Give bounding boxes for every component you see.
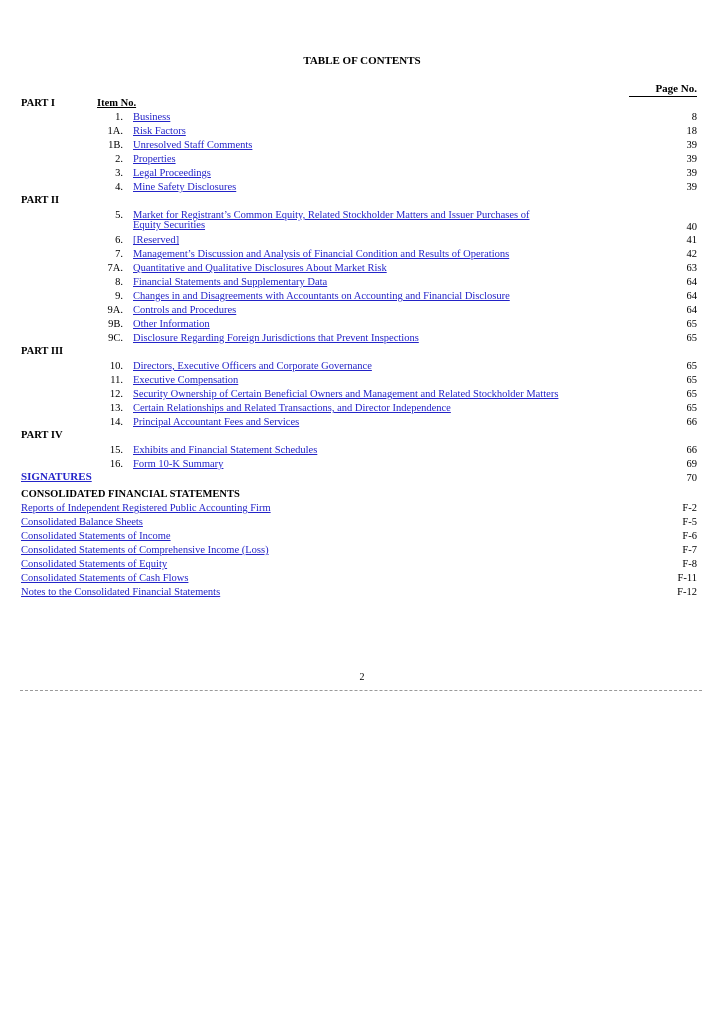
toc-link-changes-disagreements[interactable]: Changes in and Disagreements with Accountants on Accounting and Financial Disclosure <box>133 291 510 302</box>
toc-link-comprehensive-income[interactable]: Consolidated Statements of Comprehensive Income (Loss) <box>21 545 269 556</box>
toc-link-unresolved-staff-comments[interactable]: Unresolved Staff Comments <box>133 140 253 151</box>
page-number: 41 <box>686 235 697 246</box>
page-number: F-6 <box>682 531 697 542</box>
part-2-heading: PART II <box>21 195 60 206</box>
page-number: 65 <box>686 361 697 372</box>
financial-statements-heading: CONSOLIDATED FINANCIAL STATEMENTS <box>21 489 240 500</box>
page-number: F-11 <box>677 573 697 584</box>
toc-link-notes[interactable]: Notes to the Consolidated Financial Statements <box>21 587 221 598</box>
item-number: 2. <box>115 154 123 165</box>
part-1-heading: PART I <box>21 98 55 109</box>
page-number: 63 <box>686 263 697 274</box>
page-number: F-7 <box>682 545 697 556</box>
page-break-rule <box>20 690 702 691</box>
page-number: 64 <box>686 291 697 302</box>
part-3-heading: PART III <box>21 346 64 357</box>
toc-link-auditor-reports[interactable]: Reports of Independent Registered Public Accounting Firm <box>21 503 271 514</box>
page-number: F-2 <box>682 503 697 514</box>
toc-link-properties[interactable]: Properties <box>133 154 176 165</box>
toc-link-mine-safety[interactable]: Mine Safety Disclosures <box>133 182 237 193</box>
toc-link-other-information[interactable]: Other Information <box>133 319 210 330</box>
footer-page-number: 2 <box>359 672 365 683</box>
page-number: 66 <box>686 445 697 456</box>
item-number: 11. <box>110 375 123 386</box>
page-number: 65 <box>686 333 697 344</box>
page-number: 64 <box>686 277 697 288</box>
page-number: F-12 <box>677 587 697 598</box>
page-number: 8 <box>691 112 697 123</box>
toc-title: TABLE OF CONTENTS <box>303 55 421 67</box>
page-no-underline <box>629 96 697 97</box>
item-number: 1A. <box>107 126 123 137</box>
page-number: 39 <box>686 140 697 151</box>
toc-link-equity-statements[interactable]: Consolidated Statements of Equity <box>21 559 168 570</box>
toc-link-accountant-fees[interactable]: Principal Accountant Fees and Services <box>133 417 300 428</box>
item-number: 16. <box>109 459 123 470</box>
item-number: 1B. <box>108 140 123 151</box>
page-number: 66 <box>686 417 697 428</box>
toc-link-reserved[interactable]: [Reserved] <box>133 235 180 246</box>
toc-link-executive-compensation[interactable]: Executive Compensation <box>133 375 239 386</box>
toc-link-controls-procedures[interactable]: Controls and Procedures <box>133 305 237 316</box>
item-number: 12. <box>109 389 123 400</box>
toc-link-income-statements[interactable]: Consolidated Statements of Income <box>21 531 171 542</box>
toc-link-risk-factors[interactable]: Risk Factors <box>133 126 186 137</box>
item-number: 6. <box>115 235 123 246</box>
page-number: 39 <box>686 154 697 165</box>
toc-link-directors[interactable]: Directors, Executive Officers and Corporate Governance <box>133 361 372 372</box>
item-number: 10. <box>109 361 123 372</box>
item-number: 9C. <box>108 333 123 344</box>
page-number: 39 <box>686 182 697 193</box>
item-number: 7A. <box>107 263 123 274</box>
toc-link-balance-sheets[interactable]: Consolidated Balance Sheets <box>21 517 143 528</box>
item-no-header: Item No. <box>97 98 137 109</box>
toc-link-form-10k-summary[interactable]: Form 10-K Summary <box>133 459 224 470</box>
page-number: 18 <box>686 126 697 137</box>
page-no-header: Page No. <box>655 83 697 95</box>
toc-link-market-for-equity[interactable]: Market for Registrant’s Common Equity, Related Stockholder Matters and Issuer Purchases of <box>133 210 530 221</box>
item-number: 9A. <box>107 305 123 316</box>
item-number: 7. <box>115 249 123 260</box>
page-number: F-5 <box>682 517 697 528</box>
page-number: 64 <box>686 305 697 316</box>
item-number: 1. <box>115 112 123 123</box>
toc-link-foreign-jurisdictions[interactable]: Disclosure Regarding Foreign Jurisdictions that Prevent Inspections <box>133 333 419 344</box>
page-number: 40 <box>686 222 697 233</box>
item-number: 14. <box>109 417 123 428</box>
item-number: 5. <box>115 210 123 221</box>
page-number: 39 <box>686 168 697 179</box>
toc-link-cash-flows[interactable]: Consolidated Statements of Cash Flows <box>21 573 189 584</box>
page-number: 65 <box>686 319 697 330</box>
item-number: 15. <box>109 445 123 456</box>
item-number: 4. <box>115 182 123 193</box>
toc-link-financial-statements[interactable]: Financial Statements and Supplementary Data <box>133 277 328 288</box>
page-number: 65 <box>686 389 697 400</box>
page-number: 65 <box>686 375 697 386</box>
item-number: 13. <box>109 403 123 414</box>
toc-link-certain-relationships[interactable]: Certain Relationships and Related Transactions, and Director Independence <box>133 403 451 414</box>
part-4-heading: PART IV <box>21 430 63 441</box>
page-number: 42 <box>686 249 697 260</box>
item-number: 9. <box>115 291 123 302</box>
toc-link-security-ownership[interactable]: Security Ownership of Certain Beneficial Owners and Management and Related Stockholder Matters <box>133 389 559 400</box>
item-number: 8. <box>115 277 123 288</box>
page-number: F-8 <box>682 559 697 570</box>
page-number: 69 <box>686 459 697 470</box>
item-number: 3. <box>115 168 123 179</box>
toc-link-legal-proceedings[interactable]: Legal Proceedings <box>133 168 211 179</box>
page-number: 70 <box>686 473 697 484</box>
toc-link-signatures[interactable]: SIGNATURES <box>21 471 92 483</box>
toc-link-exhibits[interactable]: Exhibits and Financial Statement Schedules <box>133 445 318 456</box>
toc-link-business[interactable]: Business <box>133 112 171 123</box>
toc-link-market-for-equity-cont[interactable]: Equity Securities <box>133 220 206 231</box>
page-number: 65 <box>686 403 697 414</box>
toc-link-mdna[interactable]: Management’s Discussion and Analysis of Financial Condition and Results of Operations <box>133 249 510 260</box>
toc-link-market-risk[interactable]: Quantitative and Qualitative Disclosures About Market Risk <box>133 263 387 274</box>
item-number: 9B. <box>108 319 123 330</box>
